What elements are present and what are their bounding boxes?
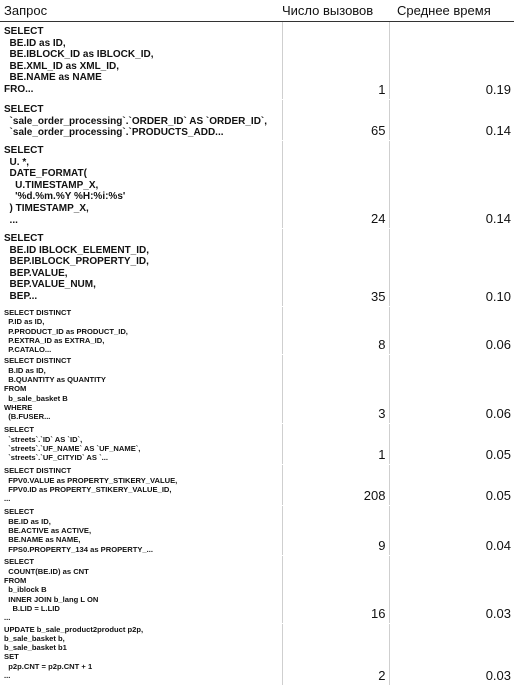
calls-count: 1 (378, 447, 386, 463)
table-row (0, 229, 514, 307)
query-text: SELECT DISTINCT FPV0.VALUE as PROPERTY_STIKERY_VALUE, FPV0.ID as PROPERTY_STIKERY_VALUE_ID, ... (4, 466, 178, 504)
query-cell (0, 307, 282, 355)
avg-time-cell (389, 623, 514, 685)
calls-count: 16 (371, 605, 386, 621)
calls-column-header[interactable]: Число вызовов (282, 0, 389, 22)
query-cell (0, 100, 282, 141)
calls-cell (282, 229, 389, 307)
calls-cell (282, 506, 389, 556)
query-column-header[interactable]: Запрос (0, 0, 282, 22)
calls-cell (282, 307, 389, 355)
avg-time: 0.03 (485, 667, 511, 683)
calls-cell (282, 465, 389, 506)
avg-time: 0.14 (485, 211, 511, 226)
query-text: SELECT BE.ID IBLOCK_ELEMENT_ID, BEP.IBLOCK_PROPERTY_ID, BEP.VALUE, BEP.VALUE_NUM, BEP... (4, 233, 150, 302)
table-row (0, 100, 514, 141)
avg-time-cell (389, 355, 514, 424)
query-cell (0, 623, 282, 685)
avg-time: 0.05 (485, 447, 511, 463)
avg-time: 0.14 (485, 123, 511, 138)
calls-cell (282, 22, 389, 100)
avg-time-cell (389, 100, 514, 141)
avg-time-column-header[interactable]: Среднее время (389, 0, 514, 22)
avg-time: 0.03 (485, 605, 511, 621)
query-cell (0, 424, 282, 465)
query-text: SELECT U. *, DATE_FORMAT( U.TIMESTAMP_X, '%d.%m.%Y %H:%i:%s' ) TIMESTAMP_X, ... (4, 145, 126, 226)
calls-count: 8 (378, 337, 386, 353)
calls-count: 65 (371, 123, 386, 138)
query-cell (0, 556, 282, 623)
table-row (0, 506, 514, 556)
calls-count: 9 (378, 538, 386, 554)
avg-time: 0.05 (485, 488, 511, 504)
calls-count: 24 (371, 211, 386, 226)
avg-time: 0.04 (485, 538, 511, 554)
table-row (0, 623, 514, 685)
calls-cell (282, 623, 389, 685)
query-cell (0, 229, 282, 307)
query-text: UPDATE b_sale_product2product p2p, b_sale_basket b, b_sale_basket b1 SET p2p.CNT = p2p.CNT + 1 ... (4, 624, 144, 681)
calls-cell (282, 100, 389, 141)
avg-time-cell (389, 22, 514, 100)
table-row (0, 556, 514, 623)
calls-cell (282, 141, 389, 229)
calls-cell (282, 556, 389, 623)
table-row (0, 465, 514, 506)
avg-time-cell (389, 141, 514, 229)
query-text: SELECT `streets`.`ID` AS `ID`, `streets`.`UF_NAME` AS `UF_NAME`, `streets`.`UF_CITYID` AS `... (4, 425, 141, 463)
table-row (0, 307, 514, 355)
table-row (0, 424, 514, 465)
avg-time-cell (389, 424, 514, 465)
avg-time: 0.06 (485, 337, 511, 353)
calls-count: 2 (378, 667, 386, 683)
table-row (0, 141, 514, 229)
avg-time-cell (389, 307, 514, 355)
avg-time-cell (389, 506, 514, 556)
query-cell (0, 355, 282, 424)
query-text: SELECT DISTINCT P.ID as ID, P.PRODUCT_ID as PRODUCT_ID, P.EXTRA_ID as EXTRA_ID, P.CATALO... (4, 308, 128, 355)
calls-cell (282, 355, 389, 424)
table-row (0, 22, 514, 100)
header-row (0, 0, 514, 22)
calls-count: 35 (371, 289, 386, 304)
query-text: SELECT BE.ID as ID, BE.IBLOCK_ID as IBLOCK_ID, BE.XML_ID as XML_ID, BE.NAME as NAME FRO... (4, 26, 154, 95)
query-cell (0, 141, 282, 229)
query-cell (0, 22, 282, 100)
calls-cell (282, 424, 389, 465)
avg-time-cell (389, 465, 514, 506)
avg-time-cell (389, 229, 514, 307)
calls-count: 208 (363, 488, 386, 504)
avg-time-cell (389, 556, 514, 623)
query-cell (0, 465, 282, 506)
calls-count: 3 (378, 406, 386, 422)
query-text: SELECT `sale_order_processing`.`ORDER_ID` AS `ORDER_ID`, `sale_order_processing`.`PRODUCTS_ADD... (4, 104, 268, 139)
avg-time: 0.10 (485, 289, 511, 304)
query-text: SELECT BE.ID as ID, BE.ACTIVE as ACTIVE, BE.NAME as NAME, FPS0.PROPERTY_134 as PROPERTY_... (4, 507, 153, 554)
query-text: SELECT DISTINCT B.ID as ID, B.QUANTITY as QUANTITY FROM b_sale_basket B WHERE (B.FUSER... (4, 356, 106, 422)
table-row (0, 355, 514, 424)
query-text: SELECT COUNT(BE.ID) as CNT FROM b_iblock B INNER JOIN b_lang L ON B.LID = L.LID ... (4, 557, 99, 623)
query-cell (0, 506, 282, 556)
avg-time: 0.06 (485, 406, 511, 422)
calls-count: 1 (378, 82, 386, 97)
avg-time: 0.19 (485, 82, 511, 97)
